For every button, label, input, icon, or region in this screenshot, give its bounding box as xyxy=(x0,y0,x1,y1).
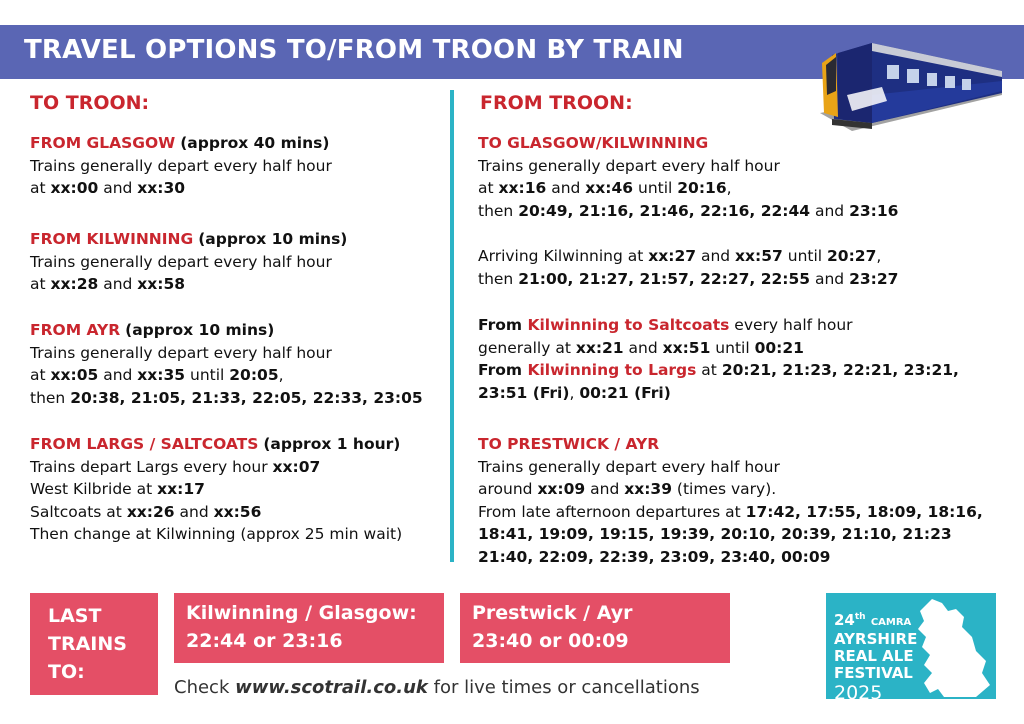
scotrail-link[interactable]: www.scotrail.co.uk xyxy=(235,677,428,698)
footer-text: for live times or cancellations xyxy=(427,677,700,698)
text: and xyxy=(810,201,850,220)
train-image xyxy=(812,35,1002,140)
time: xx:30 xyxy=(137,179,186,197)
time: 20:27 xyxy=(827,247,877,265)
arriving-kilwinning-section xyxy=(478,245,898,290)
text: , xyxy=(876,247,882,265)
time: xx:51 xyxy=(662,338,711,357)
text: then xyxy=(478,201,519,220)
time: xx:46 xyxy=(585,179,634,197)
last-trains-line: LAST xyxy=(48,605,102,627)
schedule-line: Trains generally depart every half hour xyxy=(478,156,780,175)
schedule-line: Trains generally depart every half hour xyxy=(30,252,332,271)
text: and xyxy=(546,179,586,197)
time: 20:16 xyxy=(677,179,727,197)
text: and xyxy=(810,269,850,288)
to-troon-heading: TO TROON: xyxy=(30,92,150,114)
festival-logo-text xyxy=(834,609,917,699)
times: 21:40, 22:09, 22:39, 23:09, 23:40, 00:09 xyxy=(478,547,831,566)
text: at xyxy=(30,275,51,293)
text: Saltcoats at xyxy=(30,502,127,521)
time: xx:28 xyxy=(50,275,99,293)
text: , xyxy=(569,383,580,402)
times: 18:41, 19:09, 19:15, 19:39, 20:10, 20:39, 21:10, 21:23 xyxy=(478,525,952,543)
text: at xyxy=(478,179,499,197)
from-glasgow-label: FROM GLASGOW xyxy=(30,134,176,152)
text: Trains depart Largs every hour xyxy=(30,457,273,476)
time: xx:58 xyxy=(137,275,186,293)
text: then xyxy=(30,388,71,407)
last-train-kilwinning-glasgow xyxy=(174,593,444,663)
time: xx:09 xyxy=(537,480,586,498)
last-train-times: 23:40 or 00:09 xyxy=(472,630,629,652)
time: xx:56 xyxy=(213,502,262,521)
to-prestwick-section xyxy=(478,433,983,568)
time: xx:27 xyxy=(648,247,697,265)
route-label: Kilwinning to Largs xyxy=(527,361,697,379)
time: xx:26 xyxy=(126,502,175,521)
text: (times vary). xyxy=(671,480,777,498)
text: until xyxy=(710,338,755,357)
times: 20:49, 21:16, 21:46, 22:16, 22:44 xyxy=(518,201,811,220)
time: 23:16 xyxy=(849,201,899,220)
duration: (approx 10 mins) xyxy=(125,321,275,339)
time: 00:21 xyxy=(754,338,804,357)
from-ayr-section xyxy=(30,319,423,409)
to-glasgow-label: TO GLASGOW/KILWINNING xyxy=(478,134,709,152)
last-trains-line: TRAINS xyxy=(48,633,127,655)
text: generally at xyxy=(478,338,576,357)
time: xx:35 xyxy=(137,366,186,384)
text: around xyxy=(478,480,538,498)
text: at xyxy=(30,179,51,197)
time: 00:21 (Fri) xyxy=(579,383,671,402)
from-kilwinning-label: FROM KILWINNING xyxy=(30,230,194,248)
to-prestwick-label: TO PRESTWICK / AYR xyxy=(478,435,660,453)
footer-note xyxy=(174,677,700,698)
camra-logo: CAMRA xyxy=(870,617,912,628)
time: 23:51 (Fri) xyxy=(478,383,570,402)
from-glasgow-section xyxy=(30,132,332,200)
time: 23:27 xyxy=(849,269,899,288)
time: xx:05 xyxy=(50,366,99,384)
last-train-destination: Kilwinning / Glasgow: xyxy=(186,602,417,624)
time: xx:00 xyxy=(50,179,99,197)
from-troon-heading: FROM TROON: xyxy=(480,92,633,114)
from-largs-label: FROM LARGS / SALTCOATS xyxy=(30,435,259,453)
from-kilwinning-section xyxy=(30,228,347,296)
time: xx:57 xyxy=(735,247,783,265)
times: 20:38, 21:05, 21:33, 22:05, 22:33, 23:05 xyxy=(70,388,423,407)
text: until xyxy=(185,366,230,384)
last-trains-line: TO: xyxy=(48,661,85,683)
text: , xyxy=(726,179,732,197)
time: xx:16 xyxy=(498,179,547,197)
text: at xyxy=(696,361,722,379)
text: every half hour xyxy=(729,316,853,334)
footer-text: Check xyxy=(174,677,236,698)
times: 21:00, 21:27, 21:57, 22:27, 22:55 xyxy=(518,269,811,288)
text: and xyxy=(696,247,736,265)
schedule-line: Then change at Kilwinning (approx 25 min wait) xyxy=(30,525,403,543)
text: and xyxy=(623,338,663,357)
time: xx:07 xyxy=(272,457,321,476)
page-title: TRAVEL OPTIONS TO/FROM TROON BY TRAIN xyxy=(24,35,684,65)
logo-line: FESTIVAL xyxy=(834,664,913,682)
logo-year: 2025 xyxy=(834,682,883,699)
time: xx:39 xyxy=(624,480,672,498)
logo-line: AYRSHIRE xyxy=(834,630,918,648)
saltcoats-largs-section xyxy=(478,314,959,404)
text: and xyxy=(98,366,138,384)
text: until xyxy=(633,179,678,197)
logo-edition-suffix: th xyxy=(854,612,866,622)
text: Arriving Kilwinning at xyxy=(478,247,649,265)
time: xx:21 xyxy=(575,338,624,357)
schedule-line: Trains generally depart every half hour xyxy=(30,156,332,175)
to-glasgow-section xyxy=(478,132,898,222)
text: From xyxy=(478,361,528,379)
logo-edition: 24 xyxy=(834,611,855,629)
last-train-prestwick-ayr xyxy=(460,593,730,663)
last-train-destination: Prestwick / Ayr xyxy=(472,602,633,624)
text: From late afternoon departures at xyxy=(478,502,746,521)
last-train-times: 22:44 or 23:16 xyxy=(186,630,343,652)
text: and xyxy=(98,275,138,293)
text: and xyxy=(585,480,625,498)
text: and xyxy=(174,502,214,521)
text: From xyxy=(478,316,528,334)
route-label: Kilwinning to Saltcoats xyxy=(527,316,730,334)
last-trains-label xyxy=(30,593,158,695)
times: 17:42, 17:55, 18:09, 18:16, xyxy=(745,502,983,521)
text: West Kilbride at xyxy=(30,480,158,498)
text: at xyxy=(30,366,51,384)
logo-line: REAL ALE xyxy=(834,647,914,665)
times: 20:21, 21:23, 22:21, 23:21, xyxy=(721,361,959,379)
text: , xyxy=(278,366,284,384)
schedule-line: Trains generally depart every half hour xyxy=(30,343,332,362)
text: until xyxy=(782,247,828,265)
schedule-line: Trains generally depart every half hour xyxy=(478,457,780,476)
festival-logo xyxy=(826,593,996,699)
time: xx:17 xyxy=(157,480,205,498)
time: 20:05 xyxy=(229,366,279,384)
text: and xyxy=(98,179,138,197)
duration: (approx 40 mins) xyxy=(180,134,330,152)
duration: (approx 1 hour) xyxy=(263,435,401,453)
text: then xyxy=(478,269,519,288)
column-divider xyxy=(450,90,454,562)
from-largs-section xyxy=(30,433,402,546)
duration: (approx 10 mins) xyxy=(198,230,348,248)
from-ayr-label: FROM AYR xyxy=(30,321,121,339)
